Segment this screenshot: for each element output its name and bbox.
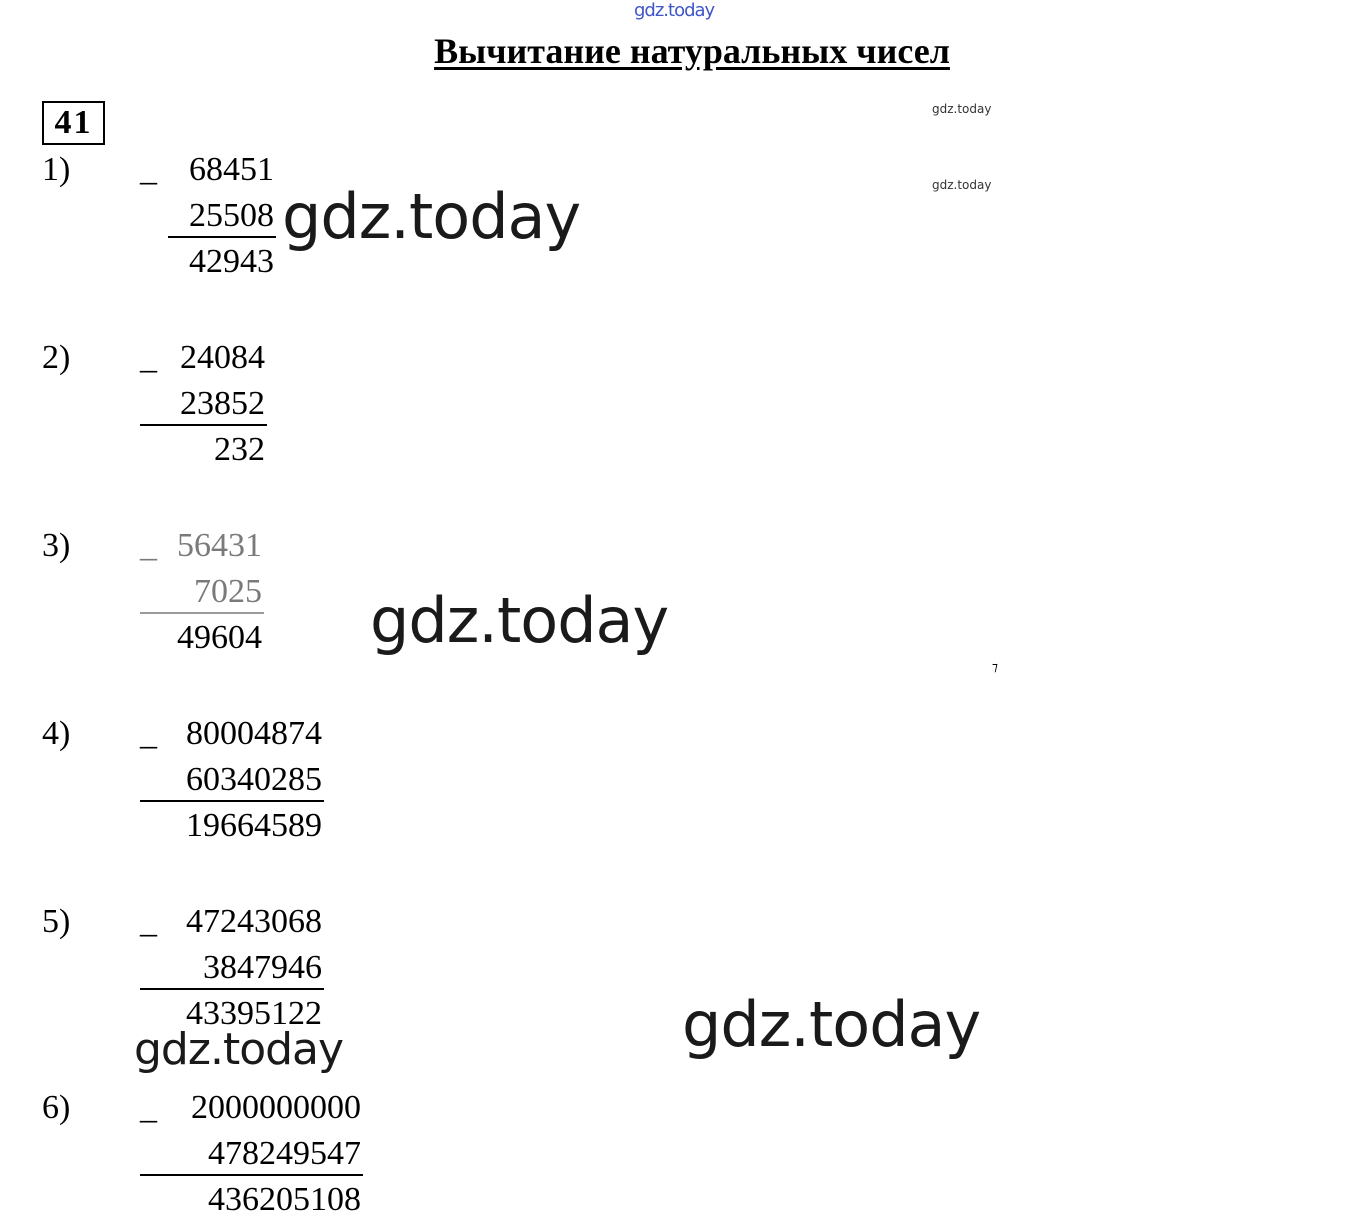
problem-5 (0, 902, 700, 1052)
minus-sign: _ (140, 527, 157, 564)
minus-sign: _ (140, 715, 157, 752)
problem-label: 1) (42, 151, 71, 188)
minus-sign: _ (140, 903, 157, 940)
stray-mark: ⁊ (992, 660, 998, 674)
problem-label: 2) (42, 339, 71, 376)
subtrahend: 25508 (168, 196, 276, 238)
problem-2 (0, 338, 700, 488)
watermark-small: gdz.today (932, 178, 992, 192)
problem-label: 3) (42, 527, 71, 564)
problem-4 (0, 714, 700, 864)
watermark-large: gdz.today (282, 180, 581, 253)
watermark-small: gdz.today (932, 102, 992, 116)
subtrahend: 478249547 (140, 1134, 363, 1176)
result: 436205108 (208, 1181, 361, 1218)
minuend: 2000000000 (191, 1089, 361, 1126)
result: 232 (214, 431, 265, 468)
minus-sign: _ (140, 339, 157, 376)
problem-label: 4) (42, 715, 71, 752)
problem-label: 5) (42, 903, 71, 940)
task-number-box: 41 (42, 101, 105, 145)
minus-sign: _ (140, 1089, 157, 1126)
subtrahend: 60340285 (140, 760, 324, 802)
result: 49604 (177, 619, 262, 656)
watermark-large: gdz.today (682, 988, 981, 1061)
problem-6 (0, 1088, 700, 1224)
subtrahend: 3847946 (140, 948, 324, 990)
page-title: Вычитание натуральных чисел (434, 31, 950, 71)
result: 19664589 (186, 807, 322, 844)
watermark-large: gdz.today (370, 584, 669, 657)
result: 42943 (189, 243, 274, 280)
subtrahend: 23852 (140, 384, 267, 426)
watermark-medium: gdz.today (134, 1024, 344, 1075)
minuend: 56431 (177, 527, 262, 564)
subtrahend: 7025 (140, 572, 264, 614)
minuend: 24084 (180, 339, 265, 376)
minuend: 68451 (189, 151, 274, 188)
problem-label: 6) (42, 1089, 71, 1126)
minuend: 80004874 (186, 715, 322, 752)
minuend: 47243068 (186, 903, 322, 940)
watermark-top: gdz.today (634, 0, 715, 21)
result: 43395122 (186, 995, 322, 1032)
minus-sign: _ (140, 151, 157, 188)
